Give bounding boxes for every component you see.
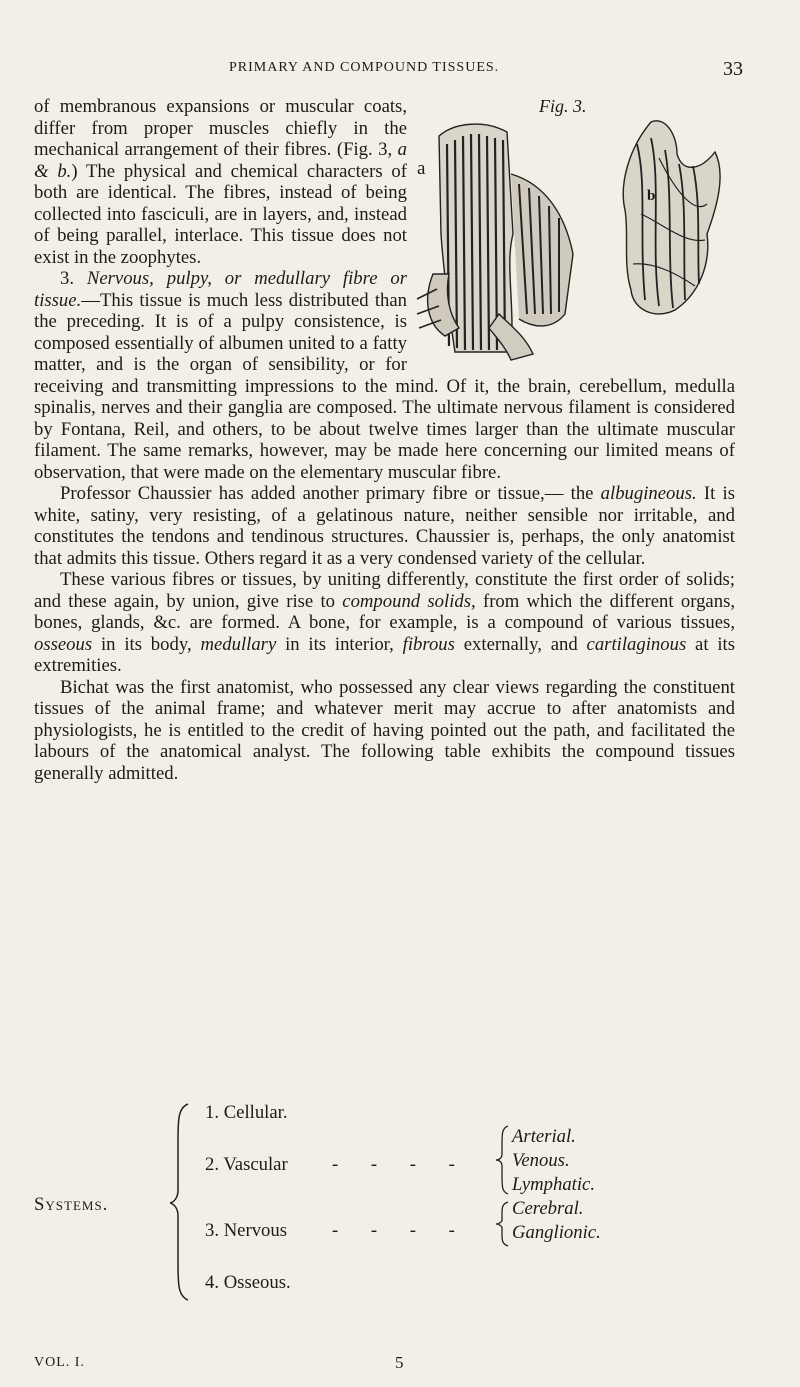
- text-run: at its extremities.: [34, 633, 735, 676]
- text-run: externally, and: [454, 633, 587, 655]
- text-run: in its body,: [92, 633, 201, 655]
- vascular-dash-leader: - - - -: [332, 1154, 469, 1175]
- page-number: 33: [723, 58, 743, 80]
- vascular-brace: [496, 1124, 510, 1196]
- nervous-dash-leader: - - - -: [332, 1220, 469, 1241]
- row-vascular: 2. Vascular: [205, 1154, 288, 1175]
- text-run: of membranous expansions or muscular coats, differ from proper muscles chiefly in the mechanical arrangement of their fibres. (Fig. 3,: [34, 96, 407, 160]
- text-run: Professor Chaussier has added another primary fibre or tissue,— the: [60, 483, 601, 504]
- nervous-sub-ganglionic: Ganglionic.: [512, 1222, 601, 1243]
- muscle-fibre-illustration: [415, 114, 735, 364]
- text-run: from which the different organs, bones, glands, &c. are formed. A bone, for example, is a compound of various tissues,: [34, 590, 736, 633]
- nervous-brace: [496, 1200, 510, 1248]
- italic-term: medullary: [200, 633, 277, 655]
- italic-term: compound solids,: [342, 590, 476, 612]
- paragraph-bichat: Bichat was the first anatomist, who possessed any clear views regarding the constituent tissues of the animal frame; and whatever merit may accrue to after anatomists and physiologists, he is entitled to the credit of having pointed out the path, and facilitated the labours of the anatomical analyst. The following table exhibits the compound tissues generally admitted.: [34, 676, 735, 784]
- section-number: 3.: [60, 268, 87, 289]
- vascular-sub-lymphatic: Lymphatic.: [512, 1174, 596, 1195]
- paragraph-albugineous: [34, 483, 735, 569]
- text-run: in its interior,: [276, 633, 403, 655]
- figure-3: [415, 96, 735, 366]
- running-title: PRIMARY AND COMPOUND TISSUES.: [229, 60, 500, 75]
- signature-mark: 5: [395, 1353, 404, 1372]
- nervous-sub-cerebral: Cerebral.: [512, 1198, 584, 1219]
- row-osseous: 4. Osseous.: [205, 1272, 291, 1293]
- paragraph-compound-solids: [34, 569, 735, 677]
- text-run: —This tissue is much less distributed than the preceding. It is of a pulpy consistence, is composed essentially of albumen united to a fatty matter, and is the organ of sensibility, or for receiving and transmitting impressions to the mind. Of it, the brain, cerebellum, medulla spinalis, nerves and their ganglia are composed. The ultimate nervous filament is considered by Fontana, Reil, and others, to be about twelve times larger than the ultimate muscular filament. The same remarks, however, may be made here concerning our limited means of observation, that were made on the elementary muscular fibre.: [34, 289, 735, 483]
- row-nervous: 3. Nervous: [205, 1220, 288, 1241]
- italic-term: cartilaginous: [586, 633, 687, 655]
- section-term: Nervous, pulpy, or medullary fibre or tissue.: [34, 268, 407, 311]
- vascular-sub-arterial: Arterial.: [512, 1126, 576, 1147]
- figure-reference: a & b.: [34, 139, 407, 182]
- figure-label-b: b: [647, 188, 656, 204]
- row-cellular: 1. Cellular.: [205, 1102, 288, 1123]
- body-text: [34, 96, 735, 784]
- running-header: [0, 60, 800, 90]
- text-run: These various fibres or tissues, by uniting differently, constitute the first order of solids; and these again, by union, give rise to: [34, 569, 735, 612]
- vascular-sub-venous: Venous.: [512, 1150, 570, 1171]
- figure-caption: Fig. 3.: [539, 96, 587, 116]
- systems-table: [34, 1102, 754, 1302]
- italic-term: fibrous: [402, 633, 455, 655]
- systems-label: Systems.: [34, 1194, 109, 1215]
- italic-term: albugineous.: [600, 483, 697, 504]
- italic-term: osseous: [34, 633, 93, 655]
- text-run: It is white, satiny, very resisting, of a gelatinous nature, neither sensible nor irritable, and constitutes the tendons and tendinous structures. Chaussier is, perhaps, the only anatomist that admits this tissue. Others regard it as a very condensed variety of the cellular.: [34, 483, 735, 569]
- figure-label-a: a: [417, 158, 426, 179]
- systems-brace: [170, 1102, 190, 1302]
- text-run: ) The physical and chemical characters of both are identical. The fibres, instead of being collected into fasciculi, are in layers, and, instead of being parallel, interlace. This tissue does not exist in the zoophytes.: [34, 160, 407, 268]
- volume-label: VOL. I.: [34, 1355, 85, 1370]
